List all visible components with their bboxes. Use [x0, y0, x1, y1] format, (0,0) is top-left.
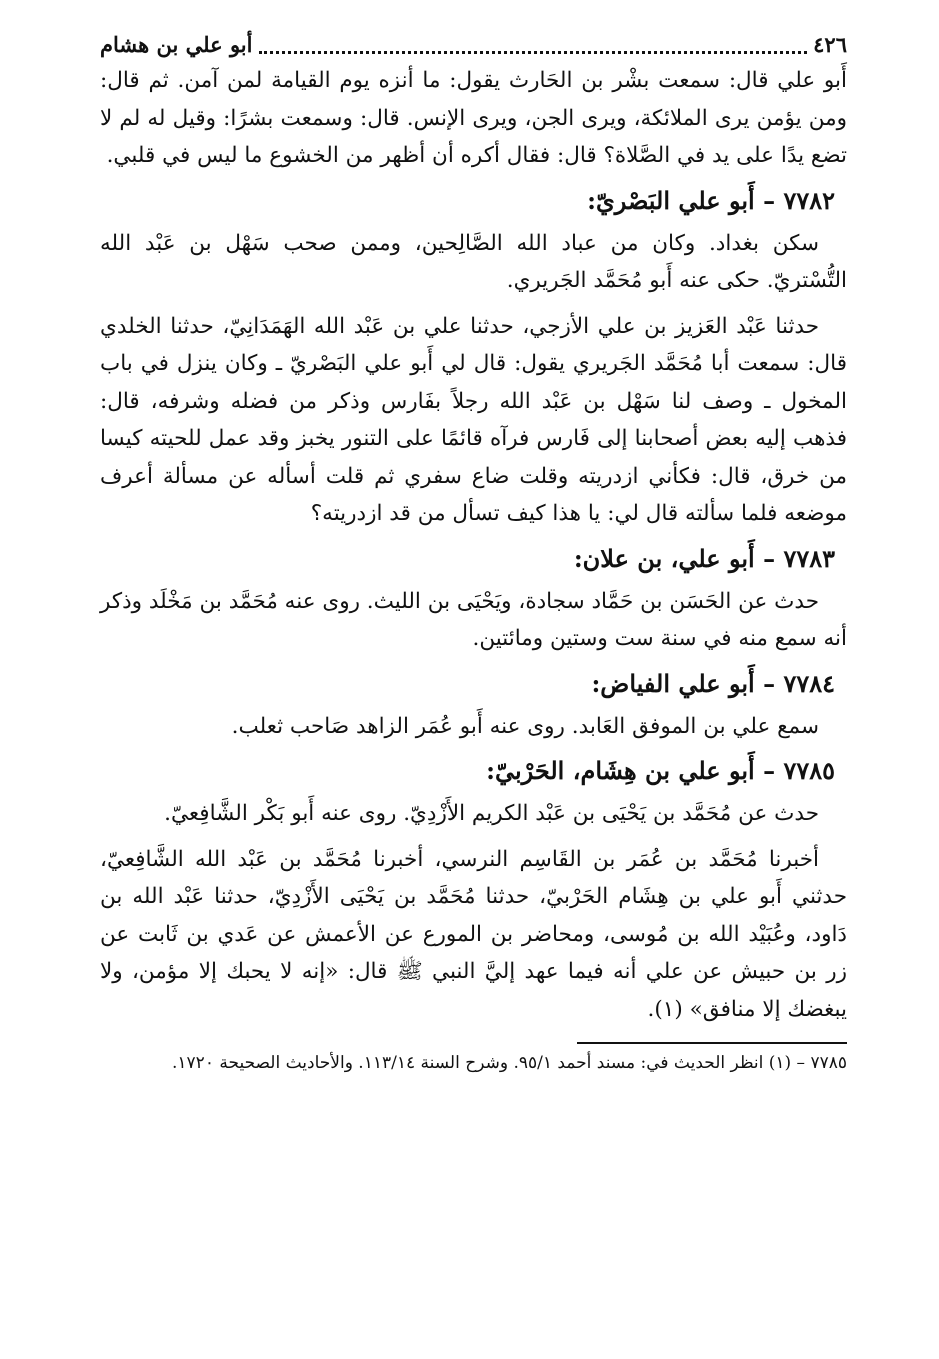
paragraph: أخبرنا مُحَمَّد بن عُمَر بن القَاسِم النرسي، أخبرنا مُحَمَّد بن عَبْد الله الشَّافِعيّ، حدثني أَبو علي بن هِشَام الحَرْبيّ، حدثنا مُحَمَّد بن يَحْيَى الأَزْدِيّ، حدثنا عَبْد الله بن دَاود، وعُبَيْد الله بن مُوسى، ومحاضر بن المورع عن الأعمش عن عَدي بن ثَابت عن زر بن حبيش عن علي أنه فيما عهد إليَّ النبي ﷺ قال: «إنه لا يحبك إلا مؤمن، ولا يبغضك إلا منافق» (١).	[100, 846, 847, 1022]
leader-dots	[259, 37, 808, 54]
paragraph: سمع علي بن الموفق العَابد. روى عنه أَبو عُمَر الزاهد صَاحب ثعلب.	[231, 713, 819, 739]
entry-heading: ٧٧٨٣ – أَبو علي، بن علان:	[573, 543, 835, 573]
paragraph: سكن بغداد. وكان من عباد الله الصَّالِحين، وممن صحب سَهْل بن عَبْد الله التُّسْتريّ. حكى عنه أَبو مُحَمَّد الجَريري.	[100, 230, 847, 293]
paragraph: حدثنا عَبْد العَزيز بن علي الأزجي، حدثنا علي بن عَبْد الله الهَمَدَانِيّ، حدثنا الخلدي قال: سمعت أبا مُحَمَّد الجَريري يقول: قال لي أَبو علي البَصْريّ ـ وكان ينزل في باب المخول ـ وصف لنا سَهْل بن عَبْد الله رجلاً بفَارس وذكر من فضله وشرفه، قال: فذهب إليه بعض أصحابنا إلى فَارس فرآه قائمًا على التنور يخبز وقد عمل للحيته كيسا من خرق، قال: فكأني ازدريته وقلت ضاع سفري ثم قلت أسأله عن مسألة أعرف موضعه فلما سألته قال لي: يا هذا كيف تسأل من قد ازدريته؟	[100, 313, 847, 526]
running-title: أبو علي بن هشام	[100, 32, 253, 57]
entry-heading: ٧٧٨٢ – أَبو علي البَصْريّ:	[587, 185, 835, 215]
page-number: ٤٢٦	[813, 32, 847, 57]
footnote-rule	[577, 1042, 847, 1044]
running-head	[100, 30, 847, 62]
entry-heading: ٧٧٨٤ – أَبو علي الفياض:	[591, 668, 835, 698]
footnote: ٧٧٨٥ – (١) انظر الحديث في: مسند أحمد ٩٥/١. وشرح السنة ١١٣/١٤. والأحاديث الصحيحة ١٧٢٠.	[172, 1053, 847, 1073]
entry-heading: ٧٧٨٥ – أَبو علي بن هِشَام، الحَرْبيّ:	[486, 756, 835, 785]
paragraph: حدث عن مُحَمَّد بن يَحْيَى بن عَبْد الكريم الأَزْدِيّ. روى عنه أَبو بَكْر الشَّافِعيّ.	[164, 801, 819, 826]
paragraph: أَبو علي قال: سمعت بشْر بن الحَارث يقول: ما أنزه يوم القيامة لمن آمن. ثم قال: ومن يؤمن يرى الملائكة، ويرى الجن، ويرى الإنس. قال: وسمعت بشرًا: وقيل له لم لا تضع يدًا على يد في الصَّلاة؟ قال: فقال أكره أن أظهر من الخشوع ما ليس في قلبي.	[100, 68, 847, 168]
paragraph: حدث عن الحَسَن بن حَمَّاد سجادة، ويَحْيَى بن الليث. روى عنه مُحَمَّد بن مَخْلَد وذكر أنه سمع منه في سنة ست وستين ومائتين.	[100, 588, 847, 651]
